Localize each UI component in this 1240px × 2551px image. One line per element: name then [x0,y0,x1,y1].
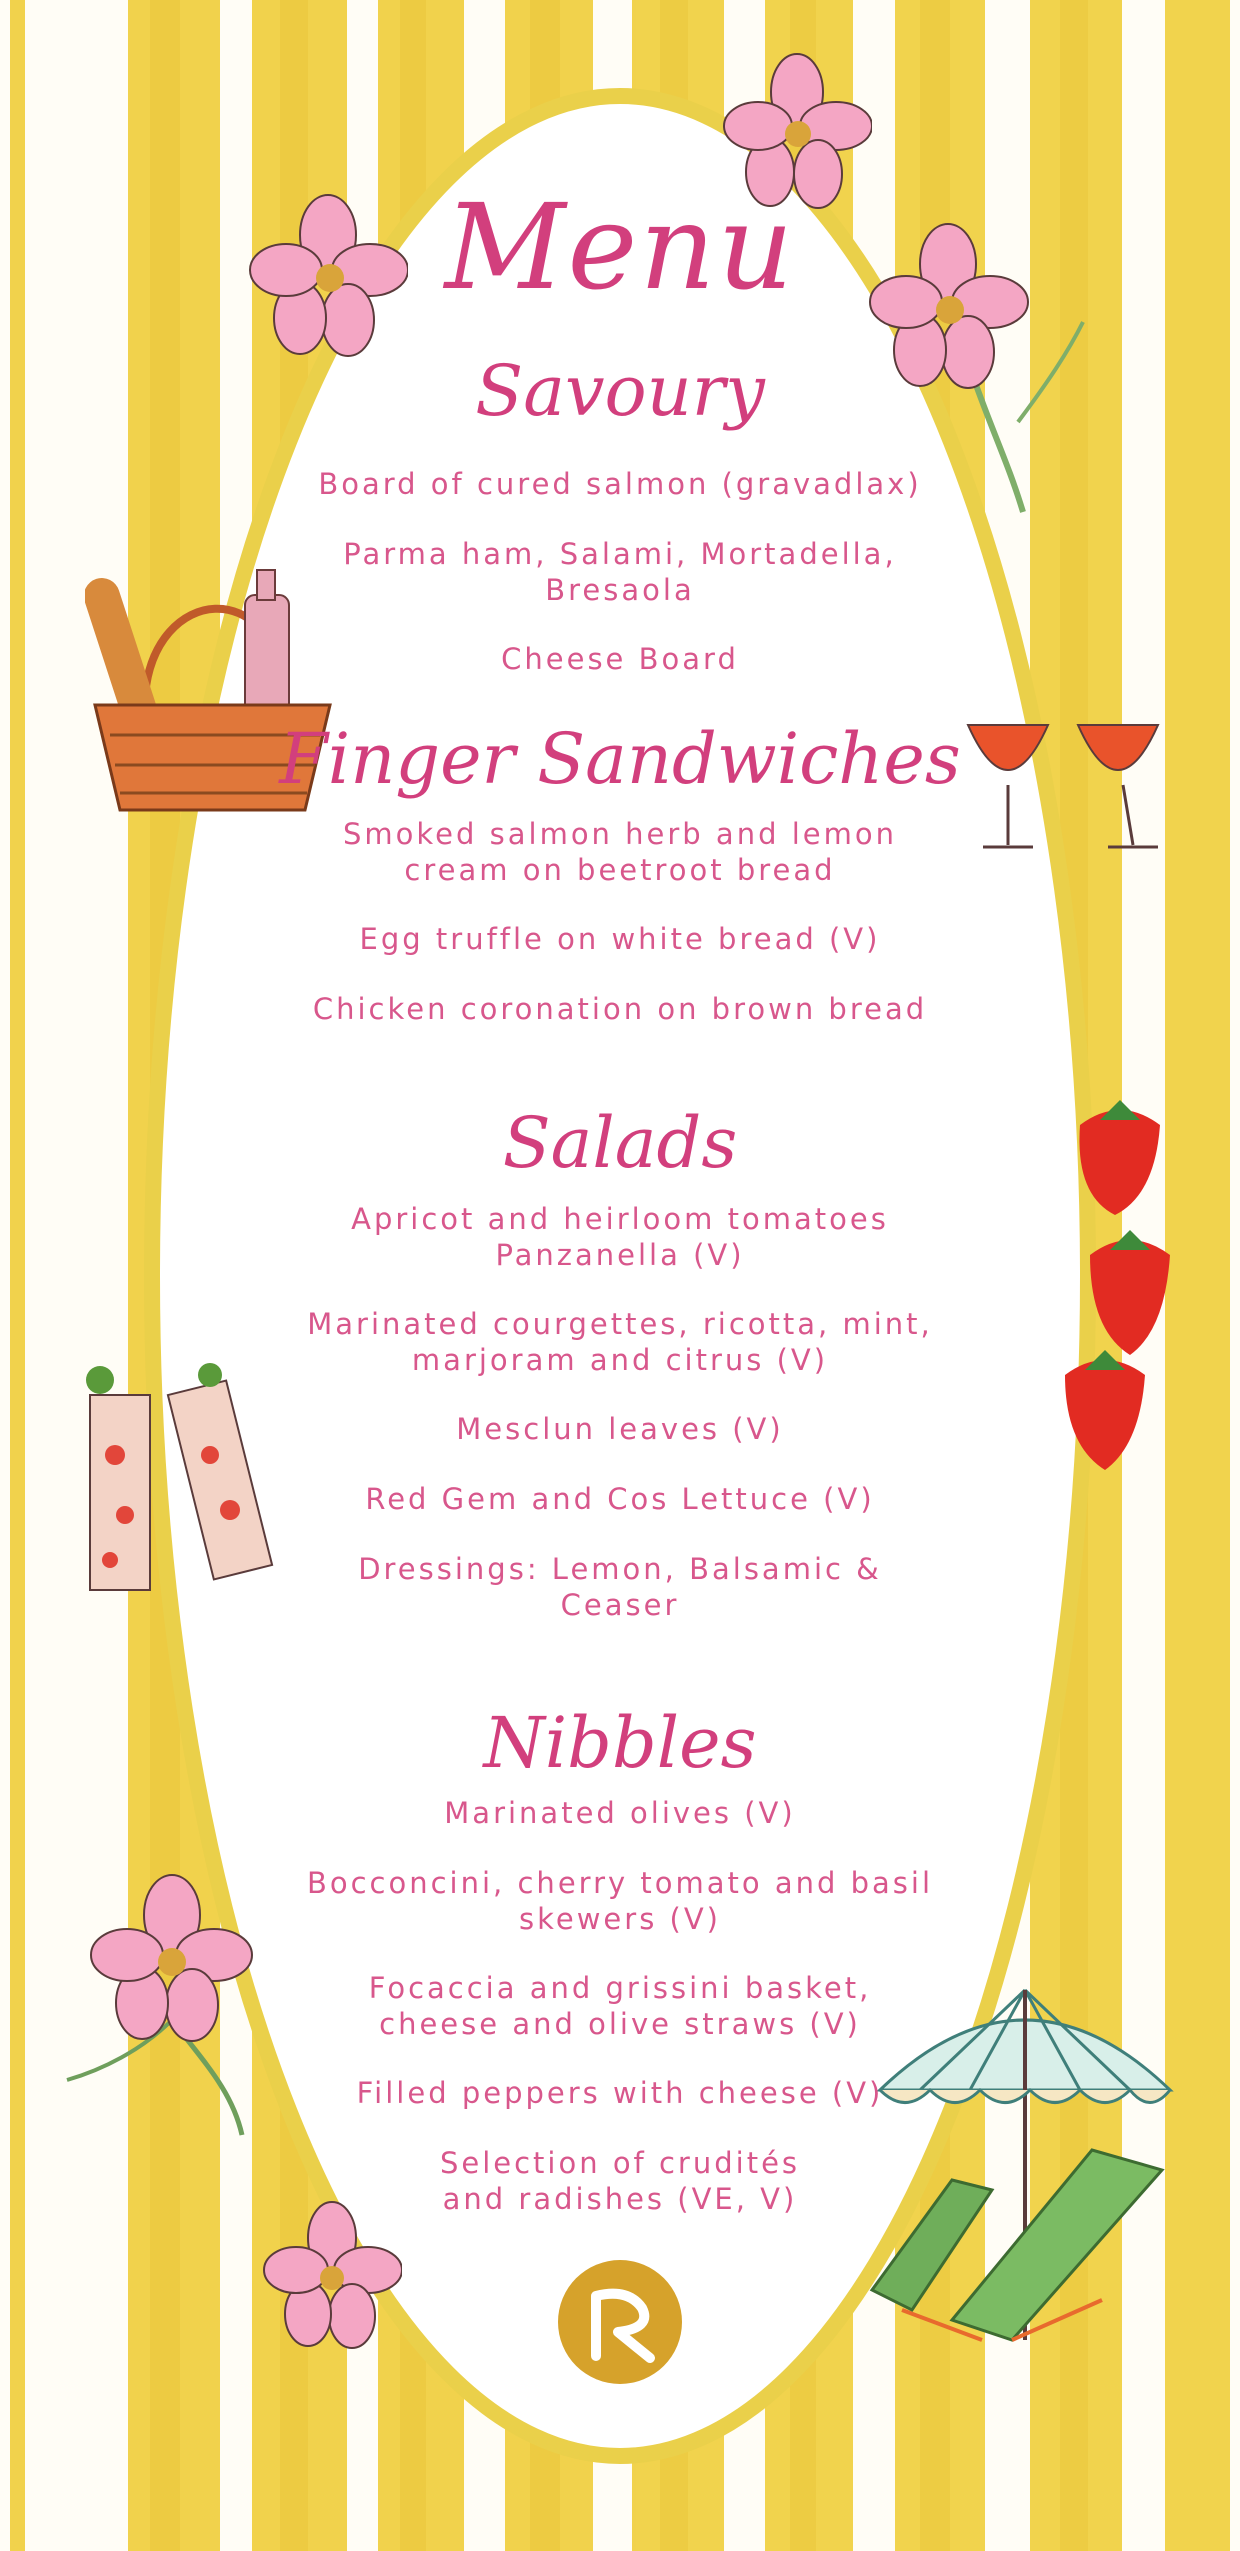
menu-item: Selection of crudités and radishes (VE, V) [439,2146,801,2216]
section-heading-nibbles: Nibbles [483,1702,757,1784]
section-heading-finger-sandwiches: Finger Sandwiches [279,718,961,800]
menu-item: Marinated olives (V) [444,1796,796,1830]
menu-item: Chicken coronation on brown bread [312,992,928,1026]
section-heading-savoury: Savoury [475,350,765,432]
menu-title: Menu [444,178,796,316]
menu-item: Marinated courgettes, ricotta, mint, marjoram and citrus (V) [307,1307,933,1377]
menu-item: Apricot and heirloom tomatoes Panzanella (V) [351,1202,889,1272]
menu-item: Smoked salmon herb and lemon cream on beetroot bread [343,817,897,887]
menu-item: Dressings: Lemon, Balsamic & Ceaser [358,1552,882,1622]
menu-item: Cheese Board [501,642,739,676]
menu-item: Focaccia and grissini basket, cheese and olive straws (V) [368,1971,872,2041]
menu-item: Mesclun leaves (V) [456,1412,784,1446]
menu-item: Board of cured salmon (gravadlax) [318,467,922,501]
menu-item: Egg truffle on white bread (V) [359,922,881,956]
menu-item: Bocconcini, cherry tomato and basil skewers (V) [306,1866,934,1936]
section-heading-salads: Salads [502,1102,738,1184]
menu-item: Filled peppers with cheese (V) [356,2076,884,2110]
menu-item: Red Gem and Cos Lettuce (V) [365,1482,875,1516]
menu-item: Parma ham, Salami, Mortadella, Bresaola [343,537,897,607]
